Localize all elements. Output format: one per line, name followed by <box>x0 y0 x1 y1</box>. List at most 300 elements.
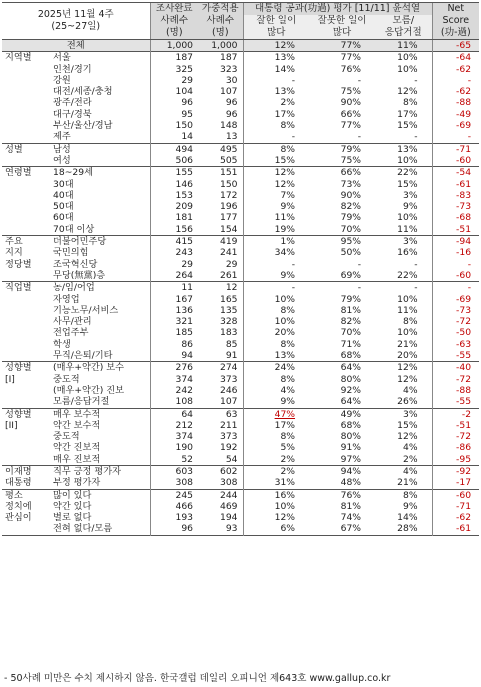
row-net: -55 <box>432 396 479 408</box>
row-label: 중도적 <box>53 431 80 443</box>
row-bad: 75% <box>340 154 362 166</box>
table-header <box>2 3 479 40</box>
row-net: -60 <box>432 489 479 501</box>
group-label <box>2 408 50 465</box>
row-weighted: 246 <box>219 384 238 396</box>
row-bad: 70% <box>340 327 362 339</box>
table-row <box>2 408 479 420</box>
row-net: - <box>432 282 479 294</box>
row-bad: 50% <box>340 247 362 259</box>
row-label: 70대 이상 <box>53 223 95 235</box>
row-label: (매우+약간) 진보 <box>53 384 125 396</box>
group-label-line: 이재명 <box>5 465 32 477</box>
group-label <box>2 236 50 282</box>
table-row <box>2 282 479 294</box>
row-label: 약간 있다 <box>53 500 92 512</box>
table-row <box>2 259 479 270</box>
group-label <box>2 362 50 408</box>
row-n: 308 <box>150 477 198 489</box>
group-label-line: 성향별 <box>5 408 32 420</box>
row-net: -72 <box>432 374 479 385</box>
total-row <box>2 40 479 52</box>
row-net: -62 <box>432 512 479 523</box>
row-n: 95 <box>150 109 198 120</box>
row-net: -55 <box>432 350 479 362</box>
row-dk: 10% <box>397 52 418 64</box>
row-good: 4% <box>243 385 309 396</box>
header-survey-count <box>150 3 198 40</box>
table-row <box>2 477 479 489</box>
row-dk: - <box>414 131 418 143</box>
row-bad: 69% <box>340 269 362 281</box>
row-weighted: 419 <box>219 236 238 248</box>
table-row <box>2 52 479 64</box>
total-n: 1,000 <box>150 40 198 52</box>
group-label <box>2 282 50 362</box>
row-good: 2% <box>243 97 309 108</box>
row-n: 415 <box>150 236 198 248</box>
header-bad <box>309 15 375 40</box>
row-dk: 12% <box>397 431 418 443</box>
total-good: 12% <box>243 40 309 52</box>
row-n: 506 <box>150 155 198 167</box>
row-good: 20% <box>243 327 309 338</box>
row-bad: 82% <box>340 316 362 328</box>
group-label-line: 평소 <box>5 489 23 501</box>
row-n: 96 <box>150 97 198 108</box>
row-dk: 16% <box>397 247 418 259</box>
group-label <box>2 167 50 236</box>
row-good: 2% <box>243 465 309 477</box>
row-net: - <box>432 75 479 86</box>
row-good: 14% <box>243 64 309 75</box>
header-bad-label: 잘못한 일이 <box>317 15 367 26</box>
row-n: 187 <box>150 52 198 64</box>
row-good: 16% <box>243 489 309 501</box>
row-weighted: 150 <box>219 178 238 190</box>
row-n: 155 <box>150 167 198 179</box>
row-net: -16 <box>432 247 479 258</box>
row-n: 29 <box>150 259 198 270</box>
header-good-label: 잘한 일이 <box>256 15 297 26</box>
group-label-line: 직업별 <box>5 282 32 294</box>
row-good: 7% <box>243 190 309 201</box>
table-row <box>2 501 479 512</box>
header-survey-unit: (명) <box>165 27 183 38</box>
table-row <box>2 190 479 201</box>
row-weighted: 96 <box>225 97 238 109</box>
row-weighted: 172 <box>219 189 238 201</box>
header-dk-label: 모름/ <box>392 15 415 26</box>
row-good: 1% <box>243 236 309 248</box>
header-date: 2025년 11월 4주 <box>37 9 114 20</box>
row-n: 190 <box>150 442 198 453</box>
table-row <box>2 201 479 212</box>
row-net: -61 <box>432 523 479 535</box>
row-label: 대구/경북 <box>53 108 92 120</box>
row-bad: - <box>357 258 362 270</box>
table-row <box>2 143 479 155</box>
row-good: 8% <box>243 431 309 442</box>
row-bad: - <box>357 74 362 86</box>
table-row <box>2 247 479 258</box>
row-net: -64 <box>432 52 479 64</box>
row-label: 더불어민주당 <box>53 236 107 248</box>
row-dk: 22% <box>397 269 418 281</box>
row-weighted: 192 <box>219 442 238 454</box>
row-weighted: 187 <box>219 52 238 64</box>
row-dk: 10% <box>397 327 418 339</box>
row-weighted: 328 <box>219 316 238 328</box>
table-row <box>2 442 479 453</box>
row-net: -95 <box>432 454 479 466</box>
row-n: 242 <box>150 385 198 396</box>
row-n: 212 <box>150 420 198 431</box>
row-label: 조국혁신당 <box>53 258 98 270</box>
row-weighted: 107 <box>219 396 238 408</box>
row-good: 9% <box>243 396 309 408</box>
row-label: 농/임/어업 <box>53 282 95 294</box>
row-bad: 94% <box>340 465 362 477</box>
row-good: - <box>243 75 309 86</box>
row-dk: - <box>414 74 418 86</box>
row-net: -62 <box>432 64 479 75</box>
group-label-line: 지지 <box>5 247 23 259</box>
row-net: -94 <box>432 236 479 248</box>
row-bad: 82% <box>340 201 362 213</box>
row-label: 부정 평가자 <box>53 477 101 489</box>
row-bad: 67% <box>340 523 362 535</box>
row-net: -61 <box>432 179 479 190</box>
row-n: 276 <box>150 362 198 374</box>
row-weighted: 135 <box>219 304 238 316</box>
row-good: 19% <box>243 224 309 236</box>
row-bad: 81% <box>340 500 362 512</box>
row-bad: 64% <box>340 396 362 408</box>
row-label: 18~29세 <box>53 167 93 179</box>
row-bad: 81% <box>340 304 362 316</box>
group-label-line: 성별 <box>5 143 23 155</box>
row-net: -92 <box>432 465 479 477</box>
row-good: 31% <box>243 477 309 489</box>
row-net: -71 <box>432 501 479 512</box>
row-weighted: 308 <box>219 477 238 489</box>
table-row <box>2 431 479 442</box>
group-label-line: 정당별 <box>5 258 32 270</box>
row-net: -68 <box>432 212 479 223</box>
row-label: 무직/은퇴/기타 <box>53 350 113 362</box>
crosstab-table <box>2 2 479 536</box>
row-dk: 8% <box>402 97 418 109</box>
row-bad: 90% <box>340 189 362 201</box>
footnote: - 50사례 미만은 수치 제시하지 않음. 한국갤럽 데일리 오피니언 제643호 www.gallup.co.kr <box>4 673 391 684</box>
row-n: 156 <box>150 224 198 236</box>
row-weighted: 165 <box>219 293 238 305</box>
row-dk: 10% <box>397 293 418 305</box>
row-bad: - <box>357 131 362 143</box>
table-row <box>2 270 479 282</box>
row-weighted: 194 <box>219 512 238 524</box>
table-row <box>2 385 479 396</box>
row-label: 매우 진보적 <box>53 453 101 465</box>
row-good: 9% <box>243 270 309 282</box>
group-label <box>2 489 50 535</box>
header-weighted-label: 가중적용 <box>201 3 239 14</box>
row-weighted: 602 <box>219 465 238 477</box>
row-n: 494 <box>150 143 198 155</box>
table-row <box>2 489 479 501</box>
row-bad: 95% <box>340 236 362 248</box>
table-row <box>2 512 479 523</box>
row-dk: 4% <box>402 384 418 396</box>
row-label: 60대 <box>53 212 74 224</box>
crosstab-table-container <box>2 2 479 536</box>
row-label: 강원 <box>53 74 71 86</box>
table-row <box>2 236 479 248</box>
table-row <box>2 155 479 167</box>
row-net: - <box>432 259 479 270</box>
row-weighted: 148 <box>219 120 238 132</box>
table-row <box>2 396 479 408</box>
row-label: 대전/세종/충청 <box>53 86 113 98</box>
row-dk: 4% <box>402 465 418 477</box>
row-good: 24% <box>243 362 309 374</box>
row-bad: 76% <box>340 489 362 501</box>
table-body <box>2 40 479 536</box>
row-label: 여성 <box>53 154 71 166</box>
row-dk: 4% <box>402 442 418 454</box>
row-good: 8% <box>243 143 309 155</box>
row-weighted: 63 <box>225 408 238 420</box>
row-dk: - <box>414 282 418 294</box>
row-net: -17 <box>432 477 479 489</box>
row-dk: 21% <box>397 338 418 350</box>
row-label: 자영업 <box>53 293 80 305</box>
row-bad: 74% <box>340 512 362 524</box>
row-bad: 79% <box>340 293 362 305</box>
row-n: 167 <box>150 294 198 305</box>
row-net: -73 <box>432 201 479 212</box>
row-dk: 10% <box>397 212 418 224</box>
row-bad: 80% <box>340 373 362 385</box>
row-dk: 14% <box>397 512 418 524</box>
group-label-line: 대통령 <box>5 477 32 489</box>
row-n: 243 <box>150 247 198 258</box>
row-dk: 12% <box>397 373 418 385</box>
table-row <box>2 420 479 431</box>
total-net: -65 <box>432 40 479 52</box>
row-good: 8% <box>243 120 309 131</box>
row-dk: 26% <box>397 396 418 408</box>
row-bad: - <box>357 282 362 294</box>
total-dk: 11% <box>375 40 432 52</box>
row-net: -60 <box>432 270 479 282</box>
row-bad: 71% <box>340 338 362 350</box>
header-weighted-label-2: 사례수 <box>206 15 235 26</box>
group-label-line: 관심이 <box>5 512 32 524</box>
row-n: 150 <box>150 120 198 131</box>
row-dk: 22% <box>397 167 418 179</box>
row-label: 학생 <box>53 338 71 350</box>
table-row <box>2 97 479 108</box>
header-survey-label-2: 사례수 <box>160 15 189 26</box>
header-weighted-count <box>198 3 243 40</box>
table-row <box>2 327 479 338</box>
row-dk: 20% <box>397 350 418 362</box>
row-dk: - <box>414 258 418 270</box>
row-dk: 11% <box>397 223 418 235</box>
row-bad: 68% <box>340 350 362 362</box>
row-good: - <box>243 282 309 294</box>
row-weighted: 241 <box>219 247 238 259</box>
table-row <box>2 120 479 131</box>
row-good: 47% <box>243 408 309 420</box>
table-row <box>2 86 479 97</box>
row-weighted: 85 <box>225 338 238 350</box>
row-n: 209 <box>150 201 198 212</box>
row-weighted: 373 <box>219 431 238 443</box>
row-bad: 90% <box>340 97 362 109</box>
row-dk: 11% <box>397 304 418 316</box>
row-weighted: 13 <box>225 131 238 143</box>
row-label: 30대 <box>53 178 74 190</box>
row-dk: 17% <box>397 108 418 120</box>
row-net: -88 <box>432 97 479 108</box>
row-weighted: 323 <box>219 63 238 75</box>
row-bad: 68% <box>340 419 362 431</box>
row-label: 국민의힘 <box>53 247 89 259</box>
row-weighted: 469 <box>219 500 238 512</box>
table-row <box>2 167 479 179</box>
table-row <box>2 454 479 466</box>
row-good: 17% <box>243 109 309 120</box>
row-good: 6% <box>243 523 309 535</box>
row-n: 11 <box>150 282 198 294</box>
header-good <box>243 15 309 40</box>
group-label-line: [II] <box>5 419 18 431</box>
row-net: -72 <box>432 316 479 327</box>
table-row <box>2 465 479 477</box>
row-label: 약간 진보적 <box>53 442 101 454</box>
row-dk: 3% <box>402 408 418 420</box>
row-dk: 8% <box>402 316 418 328</box>
header-survey-label: 조사완료 <box>155 3 193 14</box>
table-row <box>2 339 479 350</box>
row-dk: 12% <box>397 86 418 98</box>
row-net: -73 <box>432 305 479 316</box>
row-label: 매우 보수적 <box>53 408 101 420</box>
row-dk: 10% <box>397 63 418 75</box>
row-good: 5% <box>243 442 309 453</box>
row-bad: 64% <box>340 362 362 374</box>
table-row <box>2 305 479 316</box>
row-weighted: 196 <box>219 201 238 213</box>
header-net-score <box>432 3 479 40</box>
row-label: 전업주부 <box>53 327 89 339</box>
header-net-label-2: Score <box>442 15 470 26</box>
row-net: -83 <box>432 190 479 201</box>
row-dk: 10% <box>397 154 418 166</box>
row-n: 264 <box>150 270 198 282</box>
row-weighted: 211 <box>219 419 238 431</box>
row-weighted: 177 <box>219 212 238 224</box>
row-dk: 28% <box>397 523 418 535</box>
row-good: 8% <box>243 305 309 316</box>
row-bad: 77% <box>340 120 362 132</box>
row-label: 중도적 <box>53 373 80 385</box>
row-good: 9% <box>243 201 309 212</box>
row-label: 인천/경기 <box>53 63 92 75</box>
row-weighted: 495 <box>219 143 238 155</box>
row-weighted: 54 <box>225 453 238 465</box>
row-weighted: 30 <box>225 74 238 86</box>
row-good: 17% <box>243 420 309 431</box>
group-label-line: 연령별 <box>5 167 32 179</box>
row-bad: 77% <box>340 52 362 64</box>
row-net: -88 <box>432 385 479 396</box>
group-label-line: 주요 <box>5 236 23 248</box>
row-bad: 70% <box>340 223 362 235</box>
row-n: 321 <box>150 316 198 327</box>
row-bad: 91% <box>340 442 362 454</box>
row-dk: 15% <box>397 120 418 132</box>
row-n: 193 <box>150 512 198 523</box>
row-weighted: 373 <box>219 373 238 385</box>
row-dk: 3% <box>402 189 418 201</box>
row-net: -40 <box>432 362 479 374</box>
row-bad: 66% <box>340 108 362 120</box>
row-label: 부산/울산/경남 <box>53 120 113 132</box>
row-bad: 66% <box>340 167 362 179</box>
row-bad: 75% <box>340 86 362 98</box>
row-label: 직무 긍정 평가자 <box>53 465 121 477</box>
row-n: 245 <box>150 489 198 501</box>
row-label: 약간 보수적 <box>53 419 101 431</box>
row-weighted: 107 <box>219 86 238 98</box>
row-good: 2% <box>243 454 309 466</box>
row-n: 374 <box>150 431 198 442</box>
row-label: 별로 없다 <box>53 512 92 524</box>
row-n: 14 <box>150 131 198 143</box>
group-label-line: [I] <box>5 373 15 385</box>
row-dk: 12% <box>397 362 418 374</box>
table-row <box>2 523 479 535</box>
row-n: 29 <box>150 75 198 86</box>
row-dk: 8% <box>402 489 418 501</box>
table-row <box>2 374 479 385</box>
table-row <box>2 350 479 362</box>
row-bad: 92% <box>340 384 362 396</box>
row-label: 50대 <box>53 201 74 213</box>
row-n: 146 <box>150 179 198 190</box>
header-good-label-2: 많다 <box>267 27 286 38</box>
row-weighted: 183 <box>219 327 238 339</box>
table-row <box>2 212 479 223</box>
row-n: 136 <box>150 305 198 316</box>
total-label: 전체 <box>2 40 150 52</box>
row-bad: 48% <box>340 477 362 489</box>
table-row <box>2 75 479 86</box>
row-label: 모름/응답거절 <box>53 396 110 408</box>
row-bad: 80% <box>340 431 362 443</box>
table-row <box>2 362 479 374</box>
row-good: 10% <box>243 294 309 305</box>
table-row <box>2 64 479 75</box>
row-dk: 21% <box>397 477 418 489</box>
row-weighted: 505 <box>219 154 238 166</box>
row-good: 15% <box>243 155 309 167</box>
row-good: 34% <box>243 247 309 258</box>
